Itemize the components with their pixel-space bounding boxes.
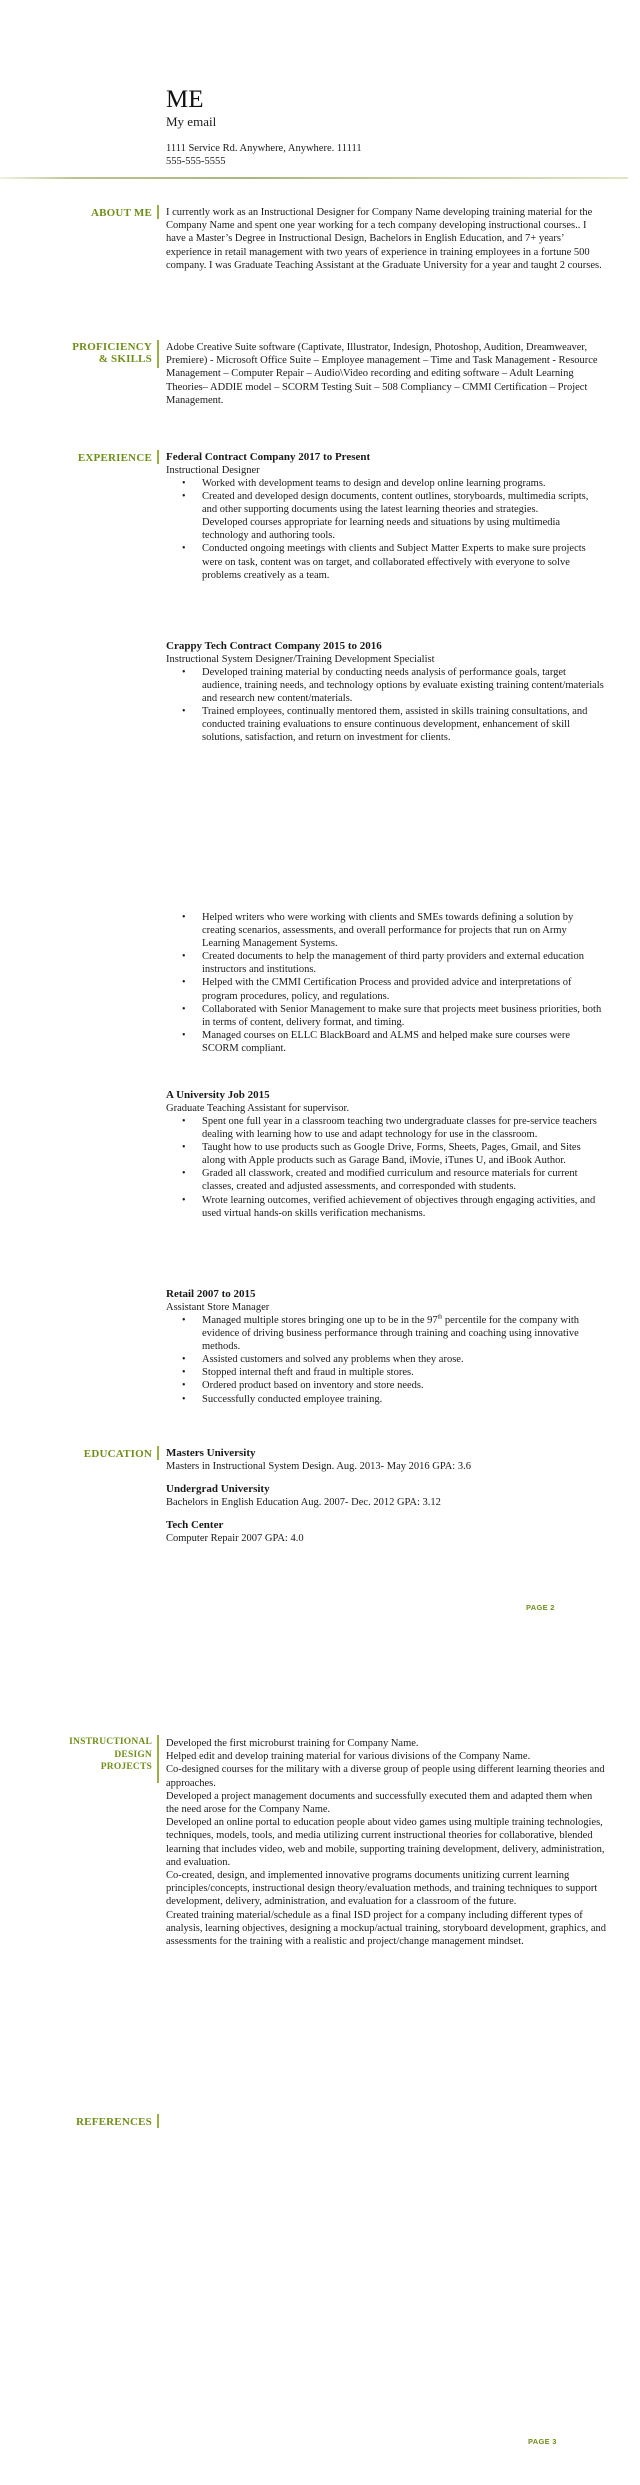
job-entry (166, 451, 606, 582)
job-bullets (166, 1115, 606, 1220)
bullet-item: • Taught how to use products such as Google Drive, Forms, Sheets, Pages, Gmail, and Sites along with Apple products such as Garage Band, iMovie, iTunes U, and iBook Author. (202, 1141, 606, 1167)
school-detail: Bachelors in English Education Aug. 2007- Dec. 2012 GPA: 3.12 (166, 1497, 441, 1509)
project-item: Helped edit and develop training material for various divisions of the Company Name. (166, 1751, 531, 1763)
bullet-item: • Developed training material by conducting needs analysis of performance goals, target audience, training needs, and technology options by evaluate existing training content/materials and research new content/materials. (202, 666, 606, 705)
job-entry (166, 1089, 606, 1220)
bullet-item: • Successfully conducted employee training. (202, 1393, 606, 1406)
section-label-skills (40, 341, 152, 365)
bullet-text: percentile for the company with evidence of driving business performance through training and coaching using innovative methods. (202, 1315, 580, 1353)
job-role: Assistant Store Manager (166, 1302, 270, 1313)
page-number: PAGE 3 (528, 2437, 557, 2446)
job-title: A University Job 2015 (166, 1089, 270, 1101)
school-name: Tech Center (166, 1519, 224, 1532)
label-line: DESIGN (114, 1749, 152, 1760)
project-item: Co-designed courses for the military with a diverse group of people using different learning theories and approaches. (166, 1764, 605, 1789)
project-item: Developed the first microburst training for Company Name. (166, 1738, 419, 1749)
job-bullets (166, 911, 606, 1055)
section-divider (157, 2114, 159, 2128)
school-entry (166, 1447, 606, 1473)
about-text: I currently work as an Instructional Designer for Company Name developing training material for the Company Name and spent one year working for a tech company developing instructional courses.. I have a Master’s Degree in Instructional Design, Bachelors in English Education, and 7+ years’ experience in retail management with two years of experience in training employees in a fortune 500 company. I was Graduate Teaching Assistant at the Graduate University for a year and taught 2 courses. (166, 207, 602, 271)
ordinal-suffix: th (437, 1314, 443, 1321)
school-entry (166, 1483, 606, 1509)
job-role: Graduate Teaching Assistant for supervisor. (166, 1103, 350, 1114)
section-label-references: REFERENCES (76, 2116, 152, 2128)
label-line: PROFICIENCY (72, 341, 152, 353)
section-divider (157, 205, 159, 219)
job-title: Crappy Tech Contract Company 2015 to 2016 (166, 640, 382, 652)
bullet-item: • Stopped internal theft and fraud in multiple stores. (202, 1366, 606, 1379)
bullet-item: • Conducted ongoing meetings with clients and Subject Matter Experts to make sure projects were on task, content was on target, and collaborated effectively with everyone to solve problems creatively as a team. (202, 542, 606, 581)
skills-text: Adobe Creative Suite software (Captivate, Illustrator, Indesign, Photoshop, Audition, Dreamweaver, Premiere) - Microsoft Office Suite – Employee management – Time and Task Management - Resource Management – Computer Repair – Audio\Video recording and editing software – Adult Learning Theories– ADDIE model – SCORM Testing Suit – 508 Compliancy – CMMI Certification – Project Management. (166, 342, 598, 406)
label-line: INSTRUCTIONAL (69, 1737, 152, 1747)
bullet-item: • Worked with development teams to design and develop online learning programs. (202, 477, 606, 490)
bullet-item: Developed courses appropriate for learning needs and situations by using multimedia technology and authoring tools. (202, 517, 561, 542)
header-divider (0, 177, 628, 179)
address-text: 1111 Service Rd. Anywhere, Anywhere. 11111 (166, 143, 362, 154)
bullet-text: Managed multiple stores bringing one up to be in the 97 (202, 1315, 438, 1326)
job-bullets (166, 1314, 606, 1406)
bullet-item: • Collaborated with Senior Management to make sure that projects meet business priorities, both in terms of content, delivery format, and timing. (202, 1003, 606, 1029)
project-item: Created training material/schedule as a final ISD project for a company including different types of analysis, learning objectives, designing a mockup/actual training, storyboard development, graphics, and assessments for the training with a realistic and project/change management mindset. (166, 1909, 607, 1948)
candidate-name: ME (166, 86, 204, 113)
project-item: Developed a project management documents and successfully executed them and adapted them when the need arose for the Company Name. (166, 1790, 593, 1816)
project-item: Co-created, design, and implemented innovative programs documents unitizing current learning principles/concepts, instructional design theory/evaluation methods, and training techniques to support development, delivery, administration, and evaluation for a classroom of the future. (166, 1870, 598, 1908)
job-entry (166, 1288, 606, 1406)
bullet-item: • Helped writers who were working with clients and SMEs towards defining a solution by creating scenarios, assessments, and overall performance for projects that run on Army Learning Management Systems. (202, 911, 606, 950)
school-name: Masters University (166, 1447, 256, 1459)
education-list (166, 1447, 606, 1546)
school-detail: Masters in Instructional System Design. Aug. 2013- May 2016 GPA: 3.6 (166, 1461, 471, 1472)
bullet-item: • Spent one full year in a classroom teaching two undergraduate classes for pre-service teachers dealing with learning how to use and adapt technology for use in the classroom. (202, 1115, 606, 1141)
job-role: Instructional System Designer/Training Development Specialist (166, 654, 435, 665)
bullet-item: • Created documents to help the management of third party providers and external education instructors and institutions. (202, 950, 606, 976)
section-label-experience: EXPERIENCE (77, 452, 152, 464)
phone-text: 555-555-5555 (166, 156, 226, 167)
job-title: Retail 2007 to 2015 (166, 1288, 256, 1300)
contact-block (166, 142, 362, 168)
bullet-item: • Wrote learning outcomes, verified achievement of objectives through engaging activities, and used virtual hands-on skills verification mechanisms. (202, 1194, 606, 1220)
email-text: My email (166, 114, 217, 129)
job-entry-continued (166, 911, 606, 1055)
bullet-item (202, 1314, 606, 1353)
school-detail: Computer Repair 2007 GPA: 4.0 (166, 1533, 304, 1545)
school-name: Undergrad University (166, 1483, 270, 1496)
section-divider (157, 340, 159, 368)
section-label-about: ABOUT ME (91, 207, 152, 219)
label-line: & SKILLS (98, 353, 152, 365)
bullet-item: • Graded all classwork, created and modified curriculum and resource materials for current classes, created and adjusted assessments, and corresponded with students. (202, 1167, 606, 1193)
project-item: Developed an online portal to education people about video games using multiple training technologies, techniques, models, tools, and media utilizing current instructional theories for collaborative, blended learning that includes video, web and mobile, supporting training development, delivery, administration, and evaluation. (166, 1817, 605, 1868)
projects-list (166, 1737, 606, 1948)
section-divider (157, 1735, 159, 1783)
label-line: PROJECTS (100, 1762, 152, 1772)
job-bullets (166, 666, 606, 745)
bullet-item: • Trained employees, continually mentored them, assisted in skills training consultations, and conducted training evaluations to ensure continuous development, enhancement of skill solutions, satisfaction, and return on investment for clients. (202, 705, 606, 744)
job-role: Instructional Designer (166, 465, 260, 476)
bullet-item: • Managed courses on ELLC BlackBoard and ALMS and helped make sure courses were SCORM compliant. (202, 1029, 606, 1055)
section-divider (157, 1446, 159, 1460)
section-divider (157, 450, 159, 464)
bullet-item: • Assisted customers and solved any problems when they arose. (202, 1353, 606, 1366)
bullet-item: • Ordered product based on inventory and store needs. (202, 1379, 606, 1392)
job-entry (166, 640, 606, 745)
page-number: PAGE 2 (526, 1603, 555, 1612)
job-bullets (166, 477, 606, 582)
bullet-item: • Helped with the CMMI Certification Process and provided advice and interpretations of program procedures, policy, and regulations. (202, 976, 606, 1002)
section-label-projects (40, 1736, 152, 1774)
school-entry (166, 1519, 606, 1545)
job-title: Federal Contract Company 2017 to Present (166, 451, 371, 463)
bullet-item: • Created and developed design documents, content outlines, storyboards, multimedia scripts, and other supporting documents using the latest learning theories and strategies. (202, 490, 606, 516)
section-label-education: EDUCATION (83, 1448, 152, 1460)
